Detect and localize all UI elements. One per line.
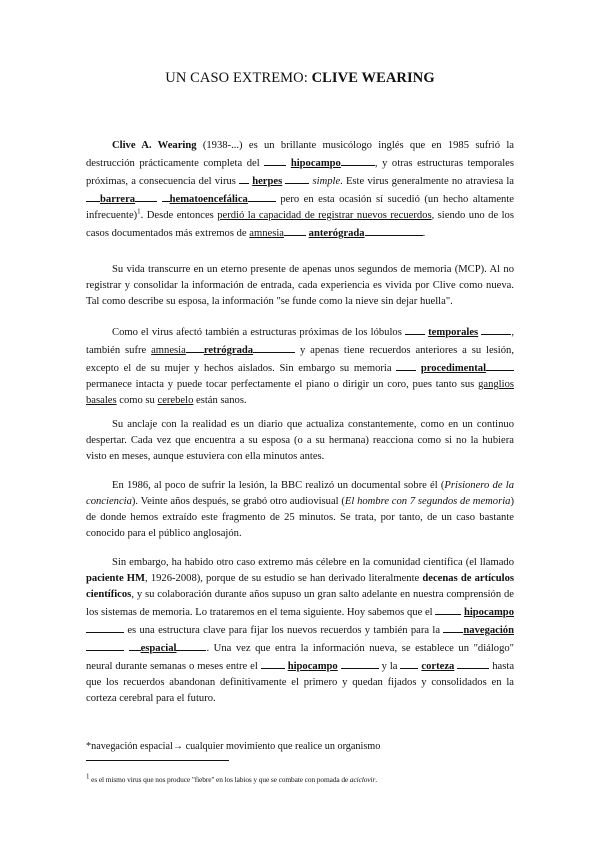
underlined-phrase: ganglios basales bbox=[86, 379, 514, 407]
blank bbox=[162, 190, 170, 202]
italic-word: simple bbox=[312, 176, 341, 188]
text: permanece intacta y puede tocar perfectamente el piano o dirigir un coro, pues tanto sus bbox=[86, 379, 479, 391]
filled-blank: barrera bbox=[100, 194, 136, 206]
filled-blank: herpes bbox=[252, 176, 283, 188]
filled-blank: corteza bbox=[421, 661, 455, 673]
title-prefix: UN CASO EXTREMO: bbox=[165, 70, 312, 86]
text: hasta que los recuerdos abandonan definitivamente el primero y quedan fijados y consolidados en la corteza cerebral para el futuro. bbox=[86, 661, 515, 705]
blank bbox=[129, 639, 141, 651]
page-title bbox=[0, 70, 600, 87]
blank bbox=[86, 639, 124, 651]
blank bbox=[248, 190, 276, 202]
text: , y su colaboración durante años supuso un gran salto adelante en nuestra comprensión de los sistemas de memoria. Lo trataremos en el tema siguiente. Hoy sabemos que el bbox=[86, 589, 514, 619]
blank bbox=[435, 603, 461, 615]
subject-name: Clive A. Wearing bbox=[112, 140, 197, 151]
documentary-title: Prisionero de la conciencia bbox=[86, 480, 514, 508]
text: ) de donde hemos extraído este fragmento de 25 minutos. Se trata, por tanto, de un caso bastante conocido para el público anglosajón. bbox=[86, 496, 514, 540]
blank bbox=[481, 323, 511, 335]
paragraph-clive-intro bbox=[86, 138, 514, 242]
paragraph-retrograde bbox=[86, 323, 514, 409]
text: En 1986, al poco de sufrir la lesión, la BBC realizó un documental sobre él ( bbox=[112, 480, 445, 491]
blank bbox=[341, 657, 379, 669]
text: . bbox=[422, 228, 426, 240]
text: . Este virus generalmente no atraviesa la bbox=[340, 176, 514, 188]
text: Como el virus afectó también a estructuras próximas de los lóbulos bbox=[112, 327, 405, 338]
blank bbox=[396, 359, 416, 371]
filled-blank: hipocampo bbox=[290, 158, 341, 170]
blank bbox=[457, 657, 489, 669]
text: es el mismo virus que nos produce "fiebre" en los labios y que se combate con pomada de bbox=[89, 775, 350, 784]
spatial-navigation-note: *navegación espacial→ cualquier movimiento que realice un organismo bbox=[86, 741, 381, 752]
filled-blank: anterógrada bbox=[308, 228, 365, 240]
blank bbox=[86, 190, 100, 202]
text: ). Veinte años después, se grabó otro audiovisual ( bbox=[131, 496, 345, 508]
underlined-word: cerebelo bbox=[157, 395, 194, 407]
filled-blank: retrógrada bbox=[203, 345, 254, 357]
text: , 1926-2008), porque de su estudio se han derivado literalmente bbox=[145, 573, 423, 585]
drug-name: aciclovir bbox=[349, 775, 376, 784]
filled-blank: hematoencefálica bbox=[169, 194, 248, 206]
blank bbox=[443, 621, 463, 633]
blank bbox=[86, 621, 124, 633]
text: pero en esta ocasión sí sucedió (un hecho altamente infrecuente) bbox=[86, 194, 514, 222]
filled-blank: procedimental bbox=[420, 363, 487, 375]
footnote-number: 1 bbox=[86, 772, 90, 781]
paragraph-bbc-documentary bbox=[86, 478, 514, 542]
blank bbox=[405, 323, 425, 335]
title-name: CLIVE WEARING bbox=[311, 70, 435, 86]
blank bbox=[135, 190, 157, 202]
documentary-title: El hombre con 7 segundos de memoria bbox=[344, 496, 511, 508]
underlined-phrase: perdió la capacidad de registrar nuevos recuerdos bbox=[217, 210, 432, 222]
filled-blank: hipocampo bbox=[463, 607, 514, 619]
text: . Desde entonces bbox=[140, 210, 218, 222]
text: Sin embargo, ha habido otro caso extremo más célebre en la comunidad científica (el llamado bbox=[112, 557, 514, 568]
footnote bbox=[86, 772, 377, 784]
text: . Una vez que entra la información nueva, se establece un "diálogo" neural durante semanas o meses entre el bbox=[86, 643, 515, 673]
blank bbox=[186, 341, 204, 353]
blank bbox=[261, 657, 285, 669]
text: , también sufre bbox=[86, 327, 514, 357]
paragraph-eternal-present: Su vida transcurre en un eterno presente de apenas unos segundos de memoria (MCP). Al no registrar y consolidar la información de entrada, cada experiencia es vivida por Clive como nueva. Tal como describe su esposa, la información "se funde como la nieve sin dejar huella". bbox=[86, 264, 514, 308]
filled-blank: navegación bbox=[463, 625, 514, 637]
underlined-word: amnesia bbox=[151, 345, 186, 357]
blank bbox=[486, 359, 514, 371]
text: , y otras estructuras temporales próximas, a consecuencia del virus bbox=[86, 158, 514, 188]
blank bbox=[341, 154, 375, 166]
blank bbox=[176, 639, 206, 651]
footnote-divider bbox=[86, 760, 229, 761]
blank bbox=[239, 172, 249, 184]
blank bbox=[264, 154, 286, 166]
blank bbox=[284, 224, 306, 236]
text: (1938-...) es un brillante musicólogo inglés que en 1985 sufrió la destrucción prácticamente completa del bbox=[86, 140, 514, 170]
text: . bbox=[375, 775, 377, 784]
filled-blank: espacial bbox=[140, 643, 177, 655]
underlined-word: amnesia bbox=[249, 228, 284, 240]
filled-blank: temporales bbox=[428, 327, 479, 338]
text: , siendo uno de los casos documentados más extremos de bbox=[86, 210, 514, 240]
paragraph-diary: Su anclaje con la realidad es un diario que actualiza constantemente, como en un continuo despertar. Cada vez que encuentra a su esposa (o a su hermana) reacciona como si no la hubiera visto en meses, aunque estuviera con ella minutos antes. bbox=[86, 419, 514, 463]
text: es una estructura clave para fijar los nuevos recuerdos y también para la bbox=[124, 625, 444, 637]
paragraph-patient-hm bbox=[86, 555, 514, 707]
text: están sanos. bbox=[193, 395, 247, 407]
filled-blank: hipocampo bbox=[287, 661, 338, 673]
blank bbox=[253, 341, 295, 353]
blank bbox=[285, 172, 309, 184]
blank bbox=[365, 224, 423, 236]
blank bbox=[400, 657, 418, 669]
footnote-ref: 1 bbox=[137, 207, 141, 216]
text: como su bbox=[116, 395, 158, 407]
text: y apenas tiene recuerdos anteriores a su lesión, excepto el de su mujer y hechos aislados. Sin embargo su memoria bbox=[86, 345, 514, 375]
bold-phrase: paciente HM bbox=[86, 573, 146, 585]
bold-phrase: decenas de artículos científicos bbox=[86, 573, 515, 601]
text: y la bbox=[378, 661, 401, 673]
